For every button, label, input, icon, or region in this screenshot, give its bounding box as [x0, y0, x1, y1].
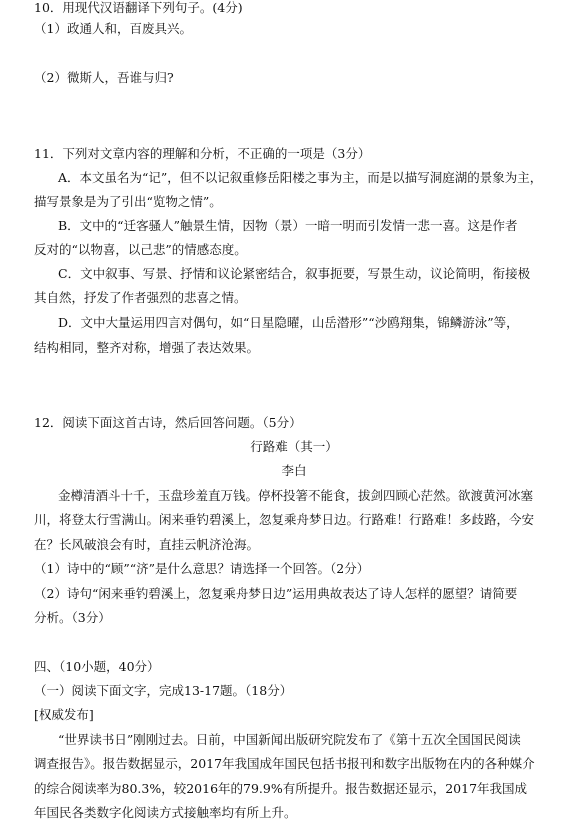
section-four-tag: [权威发布] — [34, 707, 94, 722]
q12-question-2-line-1: （2）诗句“闲来垂钓碧溪上，忽复乘舟梦日边”运用典故表达了诗人怎样的愿望？请简要 — [34, 586, 518, 601]
q10-item-2: （2）微斯人，吾谁与归? — [34, 70, 174, 85]
passage-line-4: 年国民各类数字化阅读方式接触率均有所上升。 — [34, 805, 297, 820]
poem-line-1: 金樽清酒斗十千，玉盘珍羞直万钱。停杯投箸不能食，拔剑四顾心茫然。欲渡黄河冰塞 — [58, 488, 534, 503]
q10-title: 10．用现代汉语翻译下列句子。(4分) — [34, 0, 243, 15]
q11-option-c-line-1: C．文中叙事、写景、抒情和议论紧密结合，叙事扼要，写景生动，议论简明，衔接极 — [58, 266, 531, 281]
q11-option-a-line-1: A．本文虽名为“记”，但不以记叙重修岳阳楼之事为主，而是以描写洞庭湖的景象为主， — [58, 170, 543, 185]
q11-option-d-line-1: D．文中大量运用四言对偶句，如“日星隐曜，山岳潜形”“沙鸥翔集，锦鳞游泳”等， — [58, 315, 519, 330]
poem-line-2: 川，将登太行雪满山。闲来垂钓碧溪上，忽复乘舟梦日边。行路难！行路难！多歧路，今安 — [34, 512, 535, 527]
q11-option-b-line-2: 反对的“以物喜，以己悲”的情感态度。 — [34, 242, 247, 257]
q12-question-1: （1）诗中的“顾”“济”是什么意思？请选择一个回答。（2分） — [34, 561, 370, 576]
q11-option-b-line-1: B．文中的“迁客骚人”触景生情，因物（景）一暗一明而引发情一悲一喜。这是作者 — [58, 218, 518, 233]
q11-option-a-line-2: 描写景象是为了引出“览物之情”。 — [34, 194, 222, 209]
section-four-subtitle: （一）阅读下面文字，完成13-17题。（18分） — [34, 683, 293, 698]
q11-title: 11．下列对文章内容的理解和分析，不正确的一项是（3分） — [34, 146, 371, 161]
q12-question-2-line-2: 分析。（3分） — [34, 610, 111, 625]
q12-title: 12．阅读下面这首古诗，然后回答问题。（5分） — [34, 415, 302, 430]
section-four-title: 四、（10小题，40分） — [34, 659, 160, 674]
poem-title: 行路难（其一） — [250, 439, 338, 454]
passage-line-3: 的综合阅读率为80.3%，较2016年的79.9%有所提升。报告数据还显示，2017年我国成 — [34, 781, 528, 796]
passage-line-1: “世界读书日”刚刚过去。日前，中国新闻出版研究院发布了《第十五次全国国民阅读 — [58, 732, 521, 747]
poem-line-3: 在？长风破浪会有时，直挂云帆济沧海。 — [34, 537, 260, 552]
poem-author: 李白 — [281, 463, 307, 478]
q11-option-c-line-2: 其自然，抒发了作者强烈的悲喜之情。 — [34, 290, 247, 305]
q11-option-d-line-2: 结构相同，整齐对称，增强了表达效果。 — [34, 340, 260, 355]
passage-line-2: 调查报告》。报告数据显示，2017年我国成年国民包括书报刊和数字出版物在内的各种媒介 — [34, 756, 535, 771]
q10-item-1: （1）政通人和，百废具兴。 — [34, 21, 192, 36]
